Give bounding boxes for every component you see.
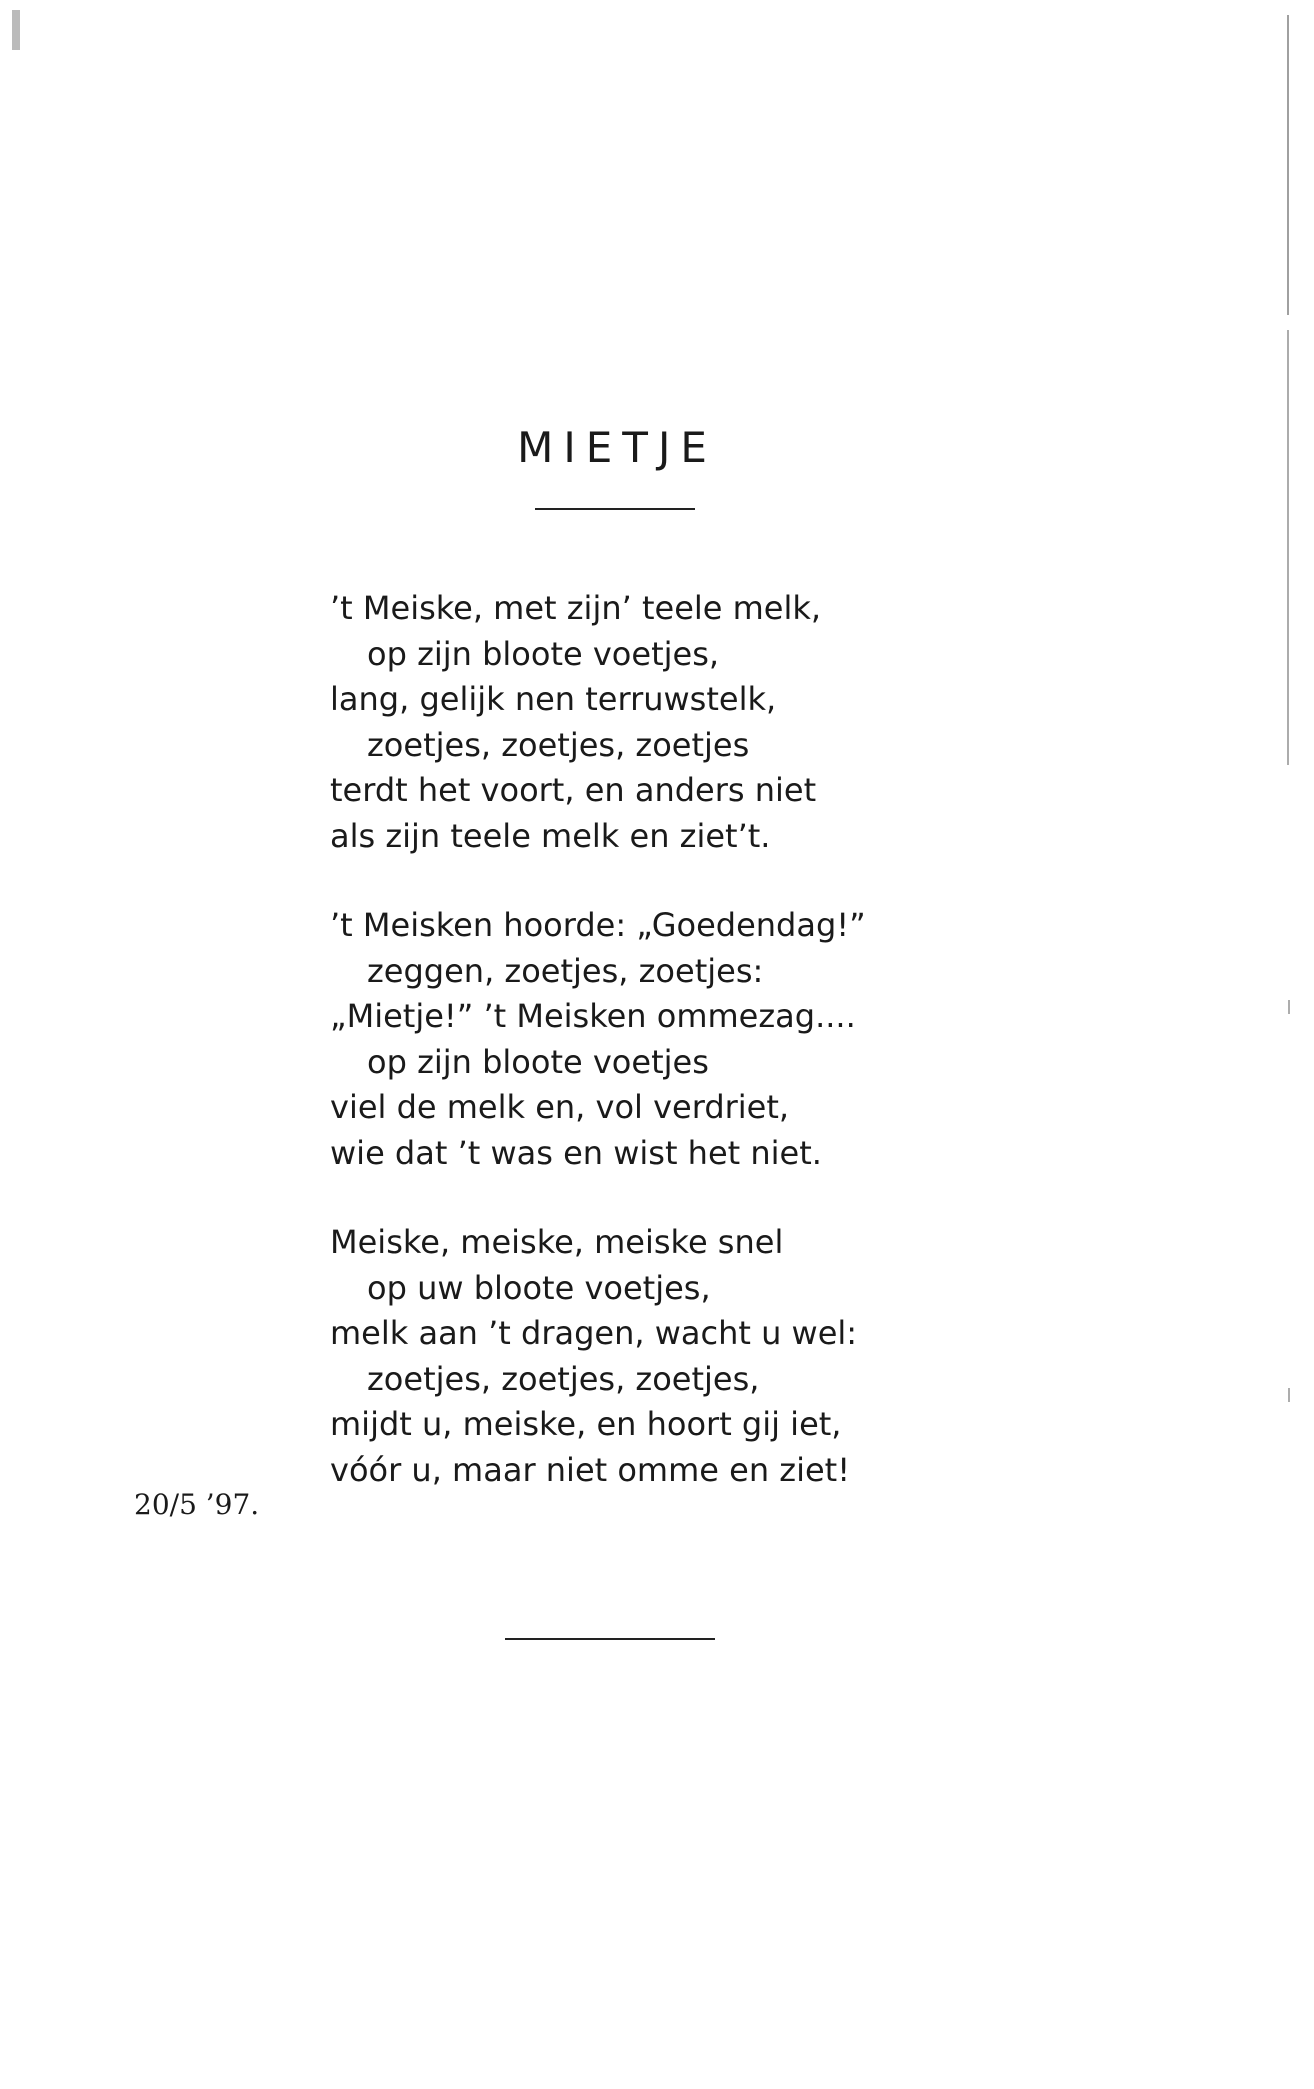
poem-line: Meiske, meiske, meiske snel [330, 1223, 784, 1261]
scan-speck [12, 10, 20, 50]
poem-line: zeggen, zoetjes, zoetjes: [367, 951, 764, 990]
stanza [330, 903, 1030, 1176]
poem-line: zoetjes, zoetjes, zoetjes, [367, 1359, 760, 1398]
stanza [330, 1220, 1030, 1493]
poem-line: op zijn bloote voetjes [367, 1042, 709, 1081]
poem-line: zoetjes, zoetjes, zoetjes [367, 725, 750, 764]
poem-title: MIETJE [517, 423, 717, 473]
poem-line: op uw bloote voetjes, [367, 1268, 711, 1307]
end-divider [505, 1638, 715, 1640]
poem-line: viel de melk en, vol verdriet, [330, 1088, 790, 1126]
poem-date: 20/5 ’97. [134, 1488, 260, 1521]
poem-line: vóór u, maar niet omme en ziet! [330, 1450, 851, 1489]
poem-line: ’t Meisken hoorde: „Goedendag!” [330, 906, 866, 944]
stanza [330, 586, 1030, 859]
scan-speck [1288, 1000, 1290, 1014]
scan-speck [1288, 1388, 1290, 1402]
poem-line: ’t Meiske, met zijn’ teele melk, [330, 589, 822, 627]
poem-line: terdt het voort, en anders niet [330, 771, 817, 809]
poem-line: mijdt u, meiske, en hoort gij iet, [330, 1405, 842, 1443]
poem-body [330, 586, 1030, 1537]
poem-line: wie dat ’t was en wist het niet. [330, 1133, 822, 1172]
scan-edge-line [1287, 15, 1289, 765]
poem-line: melk aan ’t dragen, wacht u wel: [330, 1314, 858, 1352]
poem-line: „Mietje!” ’t Meisken ommezag.... [330, 997, 856, 1035]
title-divider [535, 508, 695, 510]
poem-line: lang, gelijk nen terruwstelk, [330, 680, 777, 718]
poem-line: op zijn bloote voetjes, [367, 634, 720, 673]
poem-line: als zijn teele melk en ziet’t. [330, 816, 771, 855]
